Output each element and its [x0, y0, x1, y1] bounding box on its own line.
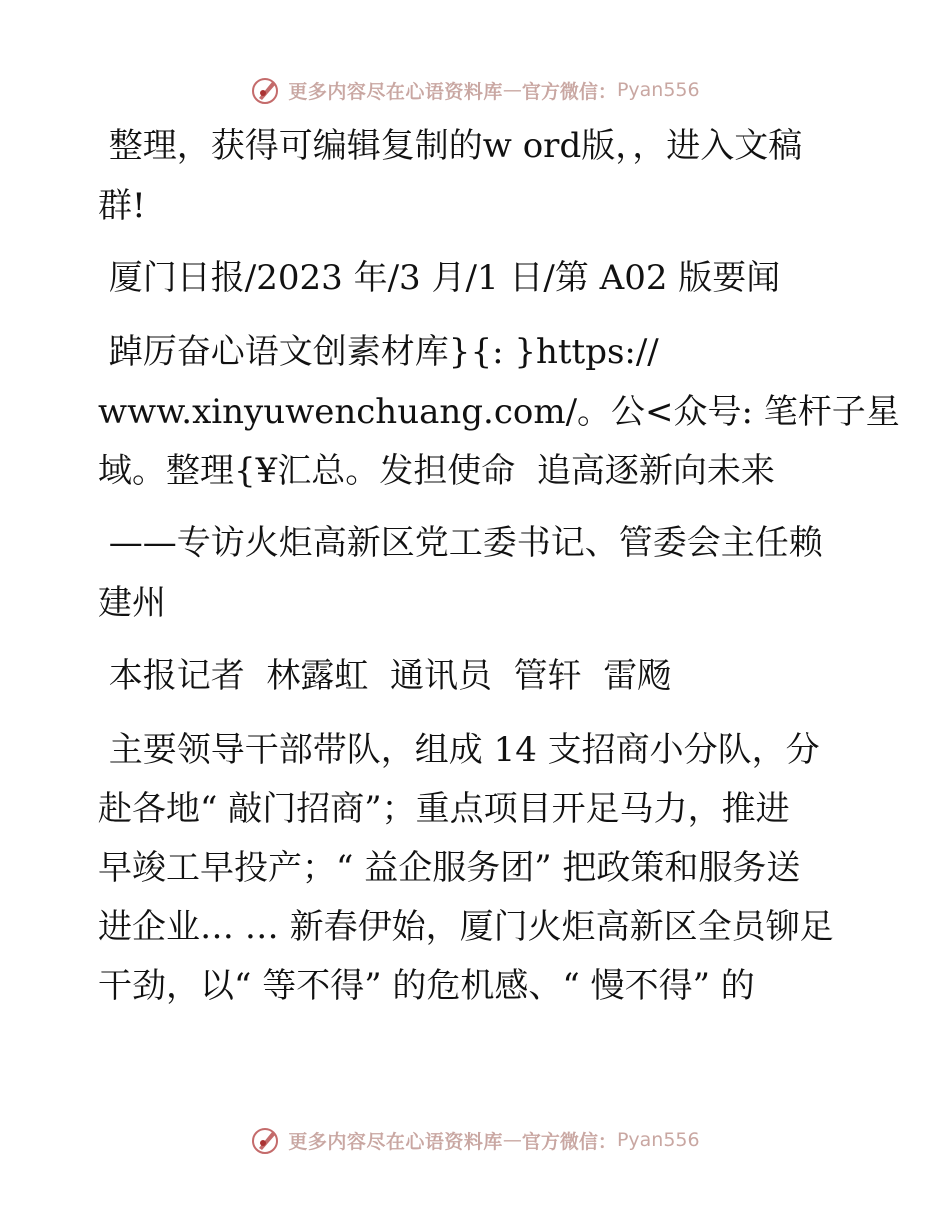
watermark-wechat-label: 官方微信：	[521, 80, 617, 103]
text-line: 赴各地“ 敲门招商”；重点项目开足马力，推进	[98, 789, 790, 829]
watermark-dash: —	[502, 1129, 522, 1151]
pen-logo-icon	[250, 1124, 282, 1156]
pen-logo-icon	[250, 74, 282, 106]
header-watermark	[0, 70, 950, 110]
text-line: www.xinyuwenchuang.com/。公<众号: 笔杆子星	[98, 392, 900, 432]
text-line: ——专访火炬高新区党工委书记、管委会主任赖	[98, 523, 823, 563]
watermark-text: 更多内容尽在心语资料库	[288, 1130, 503, 1153]
footer-watermark	[0, 1120, 950, 1160]
watermark-dash: —	[502, 79, 522, 101]
text-line: 踔厉奋心语文创素材库}{: }https://	[98, 332, 659, 372]
text-line: 整理，获得可编辑复制的w ord版，，进入文稿	[98, 126, 803, 166]
text-line: 进企业… … 新春伊始，厦门火炬高新区全员铆足	[98, 907, 834, 947]
watermark-handle: Pyan556	[616, 1129, 700, 1151]
text-line: 主要领导干部带队，组成 14 支招商小分队，分	[98, 730, 820, 770]
watermark-wechat-label: 官方微信：	[521, 1130, 617, 1153]
text-line: 早竣工早投产；“ 益企服务团” 把政策和服务送	[98, 848, 801, 888]
text-line: 建州	[98, 583, 166, 623]
byline: 本报记者 林露虹 通讯员 管轩 雷飏	[98, 656, 672, 696]
text-line: 群!	[98, 186, 146, 226]
text-line: 域。整理{¥汇总。发担使命 追高逐新向未来	[98, 451, 775, 491]
text-line: 干劲，以“ 等不得” 的危机感、“ 慢不得” 的	[98, 966, 755, 1006]
watermark-text: 更多内容尽在心语资料库	[288, 80, 503, 103]
watermark-handle: Pyan556	[616, 79, 700, 101]
text-line: 厦门日报/2023 年/3 月/1 日/第 A02 版要闻	[98, 258, 781, 298]
